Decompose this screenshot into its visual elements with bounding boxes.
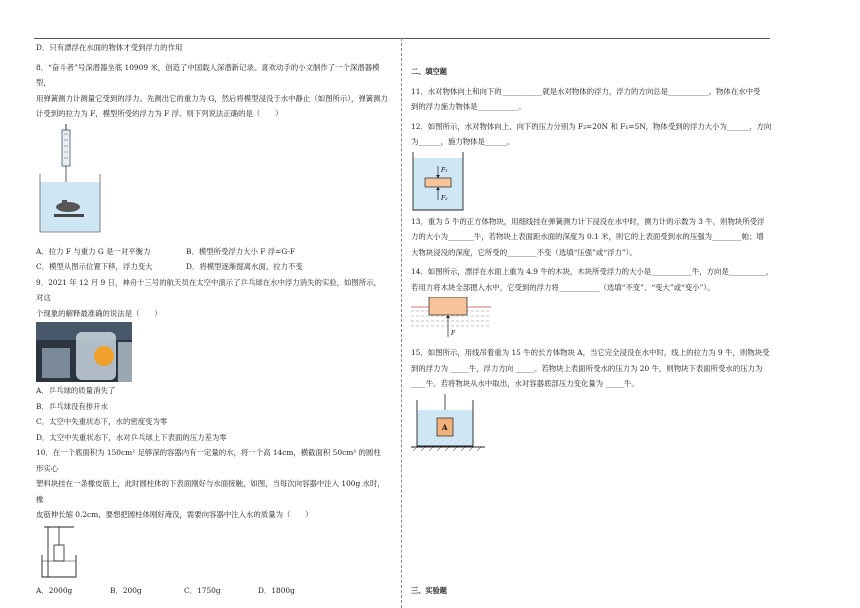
q8-stem-line3: 计受到的拉力为 F，模型所受的浮力为 F 浮。则下列说法正确的是（ ） [36, 109, 283, 118]
pressure-forces-diagram [411, 150, 467, 212]
left-column [36, 40, 388, 598]
q8-option-b: B．模型所受浮力大小 F 浮=G-F [186, 246, 296, 256]
q9-stem-line2: 个现象的解释最准确的说法是（ ） [36, 308, 162, 318]
q15-line3: ____牛。若将物块从水中取出，水对容器底部压力变化量为 _____牛。 [411, 379, 639, 388]
right-column [411, 64, 781, 454]
q15-line1: 15．如图所示，用线吊着重为 15 牛的长方体物块 A，当它完全浸没在水中时，线上的拉力为 9 牛，则物块受 [411, 348, 770, 357]
q7-option-d: D．只有漂浮在水面的物体才受到浮力的作用 [36, 43, 183, 52]
q10-option-d: D．1800g [258, 585, 295, 595]
space-experiment-photo [36, 322, 132, 382]
q10-option-b: B．200g [110, 585, 142, 595]
q11-line1: 11．水对物体向上和向下的___________就是水对物体的浮力，浮力的方向总是___________。物体在水中受 [411, 86, 761, 96]
q9-option-c: C．太空中失重状态下，水的密度变为零 [36, 417, 168, 426]
q10-stem-line1: 10．在一个底面积为 150cm² 足够深的容器内有一定量的水，将一个高 14cm，横截面积 50cm² 的圆柱形实心 [36, 448, 381, 473]
q10-stem-line2: 塑料块挂在一条橡皮筋上，此时圆柱体的下表面刚好与水面接触，如图，当每次向容器中注入 100g 水时，橡 [36, 479, 385, 504]
q12-line2: 为______，施力物体是______。 [411, 137, 515, 146]
q9-option-a: A．乒乓球的质量消失了 [36, 386, 116, 395]
q8-stem-line2: 用弹簧测力计测量它受到的浮力。先测出它的重力为 G，然后将模型浸没于水中静止（如图所示），弹簧测力 [36, 93, 388, 103]
q13-line1: 13．重为 5 牛的正方体物块，用细线挂在弹簧测力计下浸没在水中时，测力计的示数为 3 牛，则物块所受浮 [411, 216, 765, 226]
q8-option-d: D．将模型逐渐提离水面，拉力不变 [186, 262, 303, 271]
section-experiment-heading: 三、实验题 [411, 586, 447, 595]
q14-line1: 14．如图所示，漂浮在水面上重为 4.9 牛的木块，木块所受浮力的大小是___________牛，方向是__________， [411, 267, 774, 276]
header-rule [34, 38, 770, 39]
q8-option-c: C．模型从图示位置下移，浮力变大 [36, 262, 153, 271]
q8-stem-line1: 8．“奋斗者”号深潜器坐底 10909 米，创造了中国载人深潜新记录。喜欢动手的小文制作了一个深潜器模型， [36, 62, 380, 87]
q10-option-a: A．2000g [36, 585, 73, 595]
q14-figure [411, 295, 781, 345]
q13-line2: 力的大小为_______牛，若物块上表面距水面的深度为 0.1 米，则它的上表面受到水的压强为________帕；增 [411, 232, 764, 241]
spring-scale-diagram [36, 124, 116, 244]
q10-options [36, 583, 388, 599]
q14-line2: 若用力将木块全部摁入水中，它受到的浮力将___________（选填“不变”、“变大”或“变小”）。 [411, 282, 715, 292]
column-divider [401, 38, 402, 608]
q13-line3: 大物块浸没的深度，它所受的________不变（选填“压强”或“浮力”）。 [411, 247, 637, 257]
section-fill-in-heading: 二、填空题 [411, 67, 447, 76]
q15-line2: 到的浮力为 _____牛，浮力方向 _____。若物块上表面所受水的压力为 20 牛，则物块下表面所受水的压力为 [411, 363, 763, 373]
force-f2-label: F₂ [441, 194, 448, 202]
q10-stem-line3: 皮筋伸长缩 0.2cm，要想把圆柱体刚好淹没，需要向容器中注入水的质量为（ ） [36, 510, 313, 519]
q8-options-row2 [36, 259, 388, 275]
q8-figure [36, 122, 388, 244]
q9-option-b: B．乒乓球没有排开水 [36, 401, 108, 411]
q8-options-row1 [36, 244, 388, 260]
q9-option-d: D．太空中失重状态下，水对乒乓球上下表面的压力差为零 [36, 432, 227, 442]
q12-line1: 12．如图所示，水对物体向上、向下的压力分别为 F₂=20N 和 F₁=5N，物体受到的浮力大小为______，方向 [411, 121, 772, 131]
floating-block-diagram [411, 297, 491, 345]
hanging-block-diagram [411, 394, 487, 452]
q15-figure [411, 392, 781, 454]
block-a-label: A [442, 422, 448, 432]
force-f1-label: F₁ [441, 166, 448, 174]
q10-option-c: C．1750g [184, 585, 221, 595]
q9-photo [36, 321, 388, 383]
q10-figure [36, 523, 388, 583]
buoyant-force-label: F [451, 330, 456, 337]
container-cylinder-diagram [40, 525, 90, 581]
q12-figure [411, 150, 781, 214]
q11-line2: 到的浮力施力物体是___________。 [411, 102, 526, 111]
q8-option-a: A．拉力 F 与重力 G 是一对平衡力 [36, 246, 151, 256]
q9-stem-line1: 9．2021 年 12 月 9 日，神舟十三号的航天员在太空中演示了乒乓球在水中浮力消失的实验，如图所示，对这 [36, 277, 381, 302]
